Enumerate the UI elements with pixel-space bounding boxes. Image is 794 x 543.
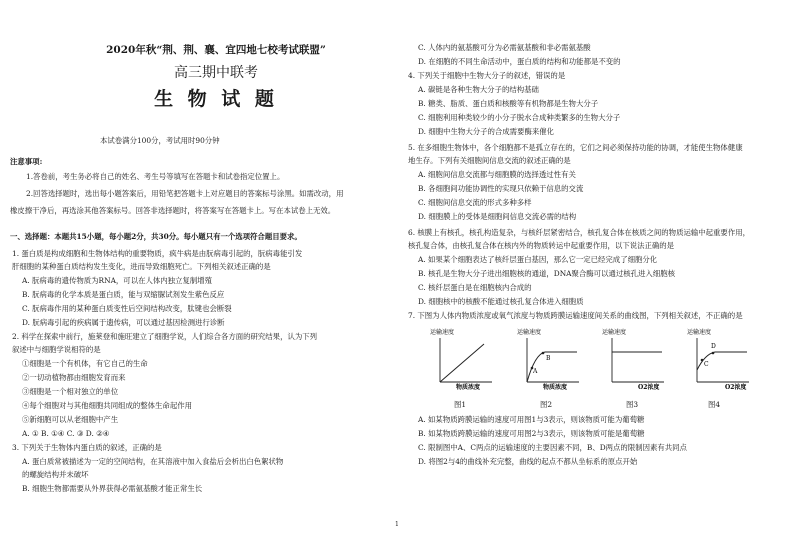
exam-title: 2020年秋“荆、荆、襄、宜四地七校考试联盟” <box>106 44 326 56</box>
figure-4-point-d: D <box>711 343 716 350</box>
right-column <box>408 0 768 543</box>
statement-line: ④每个细胞对与其他细胞共同组成的整体生命起作用 <box>22 401 192 410</box>
option-line: A. ① B. ①④ C. ③ D. ②④ <box>22 429 110 438</box>
figure-2-graph <box>513 326 583 390</box>
question-line: 6. 核膜上有核孔，核孔构造复杂，与核纤层紧密结合，核孔复合体在核质之间的物质运输中起重要作用， <box>408 228 750 237</box>
question-line: 核孔复合体，由核孔复合体在核内外的物质转运中起重要作用，以下说法正确的是 <box>408 241 675 250</box>
notes-line: 1.答卷前，考生务必将自己的姓名、考生号等填写在答题卡和试卷指定位置上。 <box>26 172 285 181</box>
option-line: C. 朊病毒作用的某种蛋白质变性后空间结构改变，肽键也会断裂 <box>22 304 232 313</box>
figure-2-point-a: A <box>533 368 538 375</box>
figure-1-ylabel: 运输速度 <box>430 329 455 336</box>
option-line: D. 细胞膜上的受体是细胞间信息交流必需的结构 <box>418 212 577 221</box>
question-line: 叙述中与细胞学说相符的是 <box>12 345 101 354</box>
notes-heading: 注意事项: <box>10 157 43 166</box>
option-line: C. 人体内的氨基酸可分为必需氨基酸和非必需氨基酸 <box>418 43 591 52</box>
option-line: B. 核孔是生物大分子进出细胞核的通道，DNA聚合酶可以通过核孔进入细胞核 <box>418 269 675 278</box>
left-column <box>10 0 390 543</box>
question-line: 3. 下列关于生物体内蛋白质的叙述，正确的是 <box>12 443 162 452</box>
question-line: 1. 蛋白质是构成细胞和生物体结构的重要物质，疯牛病是由朊病毒引起的，朊病毒能引发 <box>12 249 303 258</box>
figure-4-point-c: C <box>704 361 709 368</box>
figure-2-caption: 图2 <box>540 400 553 409</box>
figure-2-ylabel: 运输速度 <box>517 329 542 336</box>
option-line: 的螺旋结构并未破坏 <box>22 470 89 479</box>
option-line: C. 限制图中A、C两点的运输速度的主要因素不同，B、D两点的限制因素有共同点 <box>418 443 687 452</box>
option-line: D. 将图2与4的曲线补充完整，曲线的起点不都从坐标系的原点开始 <box>418 457 638 466</box>
section-heading: 一、选择题：本题共15小题，每小题2分，共30分。每小题只有一个选项符合题目要求。 <box>10 232 302 241</box>
figure-4-graph <box>683 326 753 390</box>
question-line: 肝细胞的某种蛋白质结构发生变化，进而导致细胞死亡。下列相关叙述正确的是 <box>12 262 271 271</box>
page-number: 1 <box>395 521 399 528</box>
option-line: A. 蛋白质常被描述为一定的空间结构，在其溶液中加入食盐后会析出白色絮状物 <box>22 457 284 466</box>
option-line: A. 如某物质跨膜运输的速度可用图1与3表示，则该物质可能为葡萄糖 <box>418 415 645 424</box>
option-line: C. 核纤层蛋白是在细胞核内合成的 <box>418 283 532 292</box>
figure-1-caption: 图1 <box>454 400 467 409</box>
figure-4-xlabel: O2浓度 <box>725 384 747 390</box>
figure-3-ylabel: 运输速度 <box>602 329 627 336</box>
statement-line: ①细胞是一个有机体，有它自己的生命 <box>22 359 148 368</box>
option-line: B. 细胞生物都需要从外界获得必需氨基酸才能正常生长 <box>22 484 203 493</box>
subject-title: 生 物 试 题 <box>154 88 278 110</box>
question-line: 地生存。下列有关细胞间信息交流的叙述正确的是 <box>408 156 571 165</box>
option-line: D. 在细胞的不同生命活动中，蛋白质的结构和功能都是不变的 <box>418 57 621 66</box>
exam-subtitle: 高三期中联考 <box>174 65 258 81</box>
option-line: D. 朊病毒引起的疾病属于遗传病，可以通过基因检测进行诊断 <box>22 318 225 327</box>
figure-3-xlabel: O2浓度 <box>638 384 660 390</box>
option-line: A. 如果某个细胞表达了核纤层蛋白基因，那么它一定已经完成了细胞分化 <box>418 255 658 264</box>
figure-2-point-b: B <box>546 355 551 362</box>
statement-line: ⑤新细胞可以从老细胞中产生 <box>22 415 119 424</box>
question-line: 2. 科学在探索中前行，施莱登和施旺建立了细胞学说，人们综合各方面的研究结果，认为下列 <box>12 332 318 341</box>
figure-1-xlabel: 物质浓度 <box>456 384 481 390</box>
question-line: 4. 下列关于细胞中生物大分子的叙述，错误的是 <box>408 71 566 80</box>
option-line: D. 细胞核中的核酸不能通过核孔复合体进入细胞质 <box>418 297 584 306</box>
figure-3-graph <box>598 326 668 390</box>
option-line: A. 朊病毒的遗传物质为RNA，可以在人体内独立复制增殖 <box>22 276 213 285</box>
option-line: C. 细胞利用种类较少的小分子脱水合成种类繁多的生物大分子 <box>418 113 621 122</box>
notes-line: 2.回答选择题时，选出每小题答案后，用铅笔把答题卡上对应题目的答案标号涂黑。如需改动，用 <box>26 189 344 198</box>
figure-4-ylabel: 运输速度 <box>687 329 712 336</box>
figure-3-caption: 图3 <box>626 400 639 409</box>
exam-info: 本试卷满分100分，考试用时90分钟 <box>100 136 220 145</box>
option-line: B. 各细胞间功能协调性的实现只依赖于信息的交流 <box>418 184 584 193</box>
statement-line: ③细胞是一个相对独立的单位 <box>22 387 119 396</box>
option-line: A. 碳链是各种生物大分子的结构基础 <box>418 85 539 94</box>
statement-line: ②一切动植物都由细胞发育而来 <box>22 373 126 382</box>
option-line: B. 朊病毒的化学本质是蛋白质，能与双缩脲试剂发生紫色反应 <box>22 290 225 299</box>
figure-2-xlabel: 物质浓度 <box>543 384 568 390</box>
figure-1-graph <box>426 326 496 390</box>
notes-line: 橡皮擦干净后，再选涂其他答案标号。回答非选择题时，将答案写在答题卡上。写在本试卷上无效。 <box>10 206 336 215</box>
option-line: D. 细胞中生物大分子的合成需要酶来催化 <box>418 127 555 136</box>
option-line: A. 细胞间信息交流都与细胞膜的选择透过性有关 <box>418 170 576 179</box>
question-line: 7. 下图为人体内物质浓度或氧气浓度与物质跨膜运输速度间关系的曲线图，下列相关叙述，不正确的是 <box>408 311 743 320</box>
option-line: B. 如某物质跨膜运输的速度可用图2与3表示，则该物质可能是葡萄糖 <box>418 429 645 438</box>
question-line: 5. 在多细胞生物体中，各个细胞都不是孤立存在的，它们之间必须保持功能的协调，才能使生物体健康 <box>408 143 743 152</box>
option-line: B. 糖类、脂质、蛋白质和核酸等有机物都是生物大分子 <box>418 99 599 108</box>
option-line: C. 细胞间信息交流的形式多种多样 <box>418 198 532 207</box>
figure-4-caption: 图4 <box>708 400 721 409</box>
